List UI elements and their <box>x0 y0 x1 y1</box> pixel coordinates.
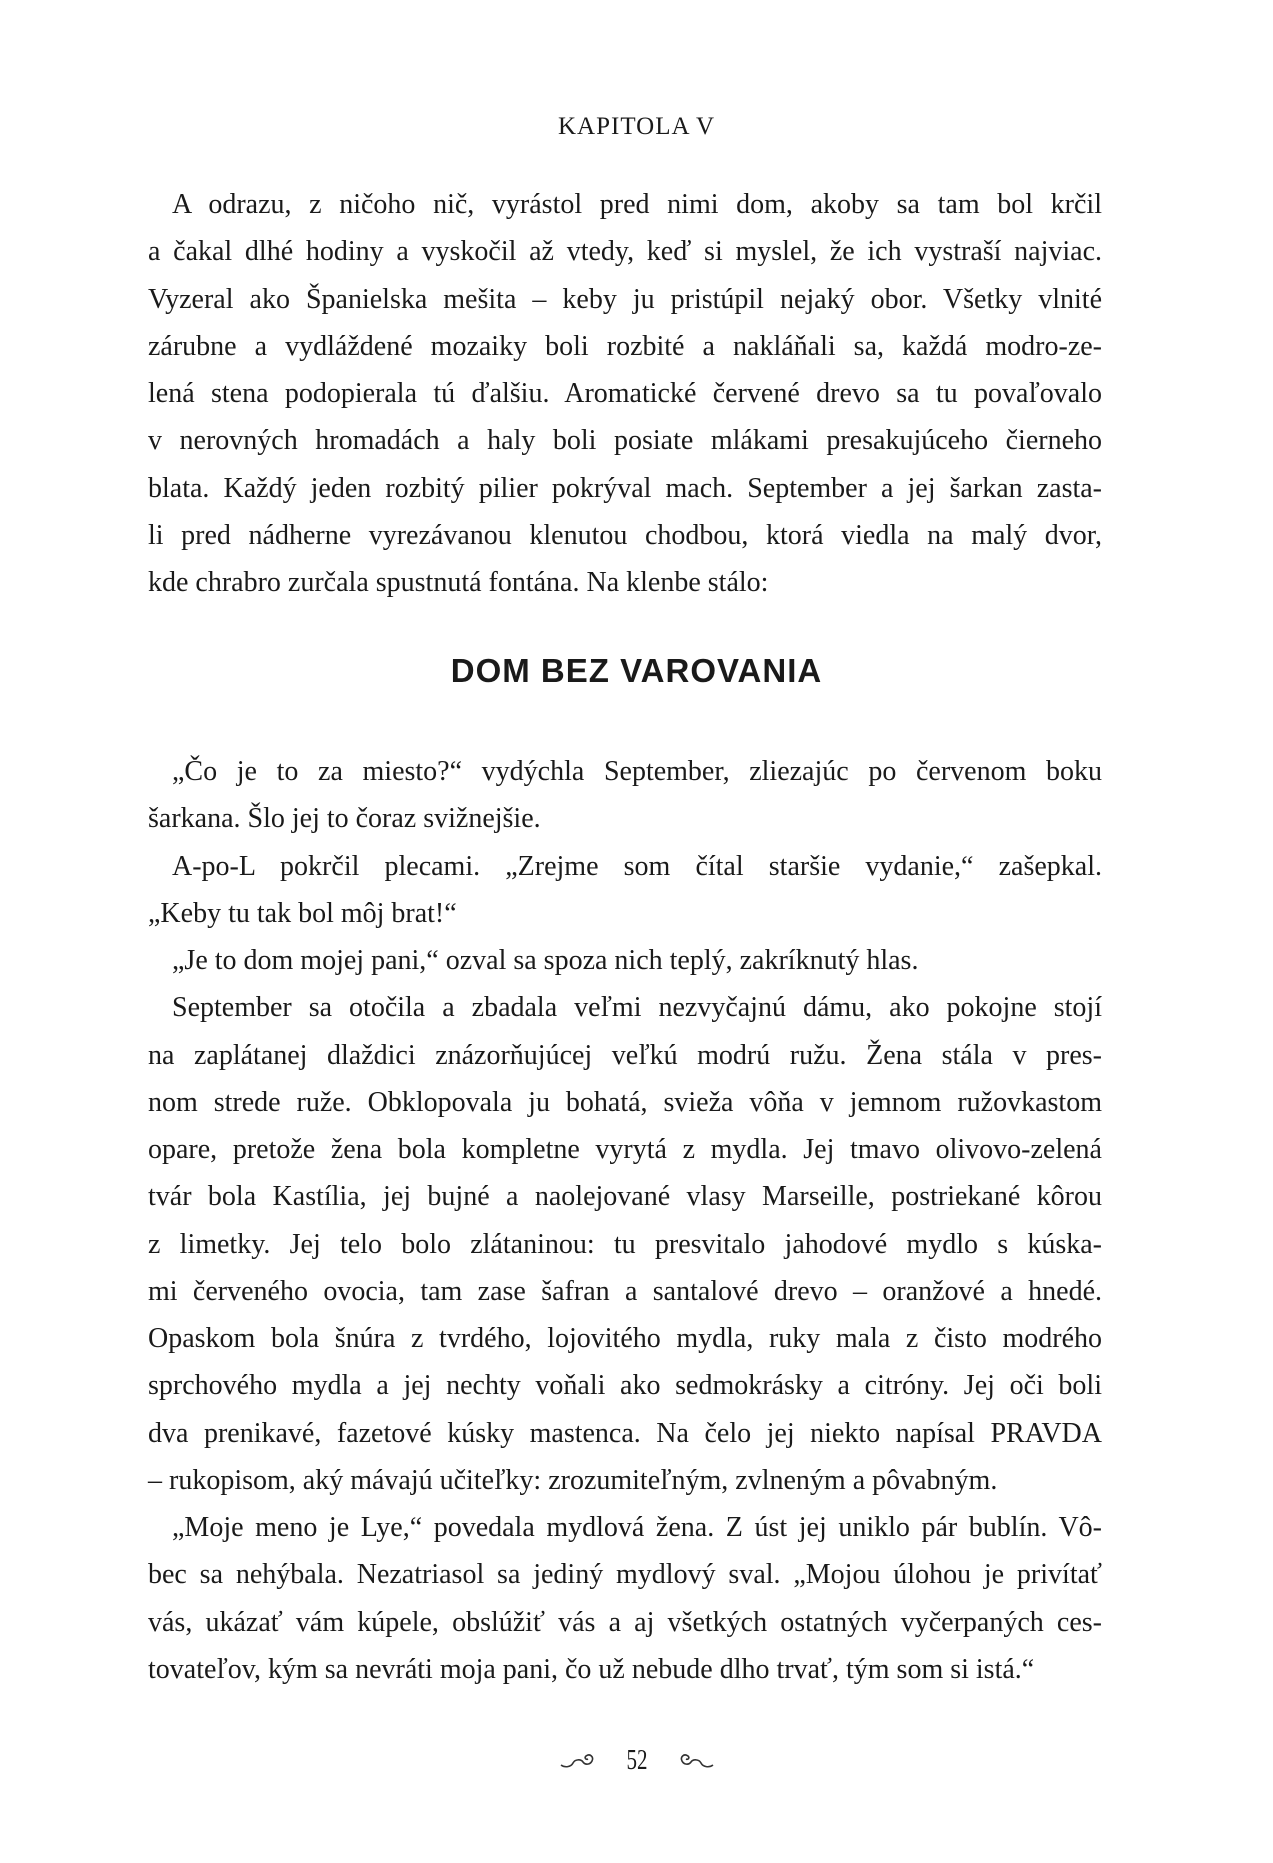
running-head: KAPITOLA V <box>557 113 715 140</box>
text-line: šarkana. Šlo jej to čoraz svižnejšie. <box>148 803 541 835</box>
text-line: zárubne a vydláždené mozaiky boli rozbité a nakláňali sa, každá modro-ze- <box>148 330 1102 362</box>
text-line: bec sa nehýbala. Nezatriasol sa jediný mydlový sval. „Mojou úlohou je privítať <box>148 1559 1102 1591</box>
text-line: tvár bola Kastília, jej bujné a naolejované vlasy Marseille, postriekané kôrou <box>148 1181 1102 1213</box>
text-line: Opaskom bola šnúra z tvrdého, lojovitého mydla, ruky mala z čisto modrého <box>148 1323 1102 1354</box>
text-line: blata. Každý jeden rozbitý pilier pokrýval mach. September a jej šarkan zasta- <box>148 472 1102 504</box>
chapter-subheading: DOM BEZ VAROVANIA <box>450 652 823 689</box>
text-line: September sa otočila a zbadala veľmi nezvyčajnú dámu, ako pokojne stojí <box>172 992 1102 1024</box>
text-line: nom strede ruže. Obklopovala ju bohatá, svieža vôňa v jemnom ružovkastom <box>148 1086 1102 1118</box>
text-line: na zaplátanej dlaždici znázorňujúcej veľkú modrú ružu. Žena stála v pres- <box>148 1039 1102 1071</box>
text-line: Vyzeral ako Španielska mešita – keby ju pristúpil nejaký obor. Všetky vlnité <box>148 283 1102 315</box>
swirl-ornament-icon <box>559 1748 597 1775</box>
text-line: A-po-L pokrčil plecami. „Zrejme som čítal staršie vydanie,“ zašepkal. <box>172 850 1102 882</box>
text-line: li pred nádherne vyrezávanou klenutou chodbou, ktorá viedla na malý dvor, <box>148 519 1102 551</box>
body-text-section-1 <box>148 181 1102 606</box>
swirl-ornament-icon <box>677 1748 715 1775</box>
page-footer <box>0 1745 1273 1777</box>
text-line: a čakal dlhé hodiny a vyskočil až vtedy, keď si myslel, že ich vystraší najviac. <box>148 236 1102 268</box>
text-line: vás, ukázať vám kúpele, obslúžiť vás a aj všetkých ostatných vyčerpaných ces- <box>148 1606 1102 1638</box>
page-number: 52 <box>626 1745 647 1776</box>
text-line: v nerovných hromadách a haly boli posiate mlákami presakujúceho čierneho <box>148 425 1102 457</box>
text-line: mi červeného ovocia, tam zase šafran a santalové drevo – oranžové a hnedé. <box>148 1275 1102 1307</box>
text-line: opare, pretože žena bola kompletne vyrytá z mydla. Jej tmavo olivovo-zelená <box>148 1134 1102 1165</box>
text-line: dva prenikavé, fazetové kúsky mastenca. Na čelo jej niekto napísal PRAVDA <box>148 1417 1102 1449</box>
text-line: A odrazu, z ničoho nič, vyrástol pred nimi dom, akoby sa tam bol krčil <box>172 189 1102 220</box>
text-line: „Čo je to za miesto?“ vydýchla September, zliezajúc po červenom boku <box>172 756 1102 787</box>
text-line: „Moje meno je Lye,“ povedala mydlová žena. Z úst jej uniklo pár bublín. Vô- <box>172 1512 1102 1543</box>
body-text-section-2 <box>148 748 1102 1693</box>
text-line: „Keby tu tak bol môj brat!“ <box>148 897 457 929</box>
text-line: kde chrabro zurčala spustnutá fontána. Na klenbe stálo: <box>148 567 769 598</box>
text-line: lená stena podopierala tú ďalšiu. Aromatické červené drevo sa tu povaľovalo <box>148 378 1102 409</box>
text-line: „Je to dom mojej pani,“ ozval sa spoza nich teplý, zakríknutý hlas. <box>172 945 919 976</box>
text-line: – rukopisom, aký mávajú učiteľky: zrozumiteľným, zvlneným a pôvabným. <box>148 1464 998 1496</box>
text-line: z limetky. Jej telo bolo zlátaninou: tu presvitalo jahodové mydlo s kúska- <box>148 1228 1102 1260</box>
text-line: sprchového mydla a jej nechty voňali ako sedmokrásky a citróny. Jej oči boli <box>148 1370 1102 1402</box>
text-line: tovateľov, kým sa nevráti moja pani, čo už nebude dlho trvať, tým som si istá.“ <box>148 1653 1035 1685</box>
